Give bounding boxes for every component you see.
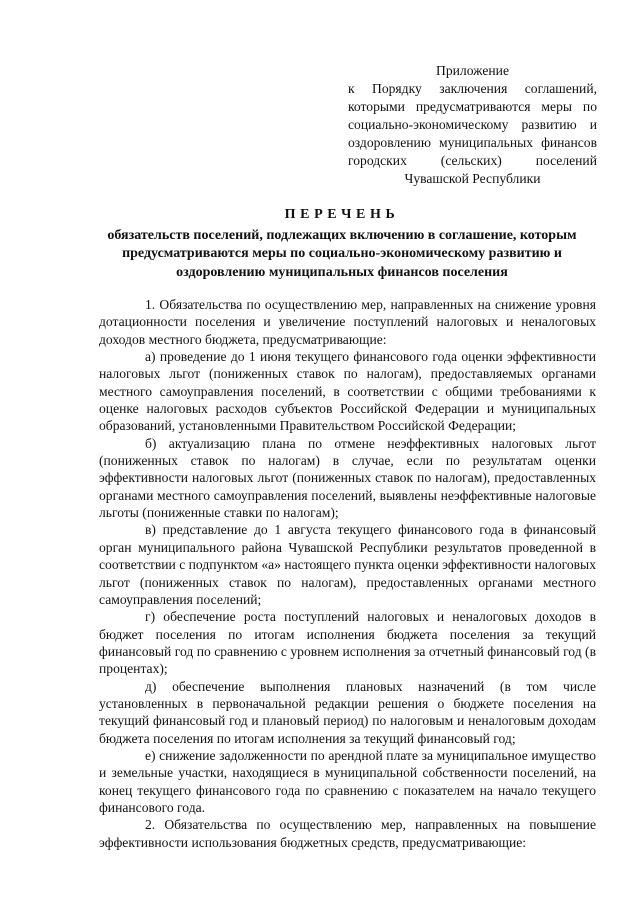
appendix-block [348, 62, 597, 188]
paragraph-1g: г) обеспечение роста поступлений налоговых и неналоговых доходов в бюджет поселения по итогам исполнения бюджета поселения за текущий финансовый год по сравнению с уровнем исполнения за отчетный финансовый год (в процентах); [99, 609, 596, 677]
paragraph-1e: е) снижение задолженности по арендной плате за муниципальное имущество и земельные участки, находящиеся в муниципальной собственности поселений, на конец текущего финансового года по сравнению с показателем на начало текущего финансового года. [99, 747, 596, 815]
heading-subtitle: обязательств поселений, подлежащих включению в соглашение, которым предусматриваются меры по социально-экономическому развитию и оздоровлению муниципальных финансов поселения [107, 227, 577, 280]
paragraph-1a: а) проведение до 1 июня текущего финансового года оценки эффективности налоговых льгот (пониженных ставок по налогам), предоставляемых органами местного самоуправления поселений, в соответствии с общими требованиями к оценке налоговых расходов субъектов Российской Федерации и муниципальных образований, установленными Правительством Российской Федерации; [99, 349, 596, 434]
appendix-title: Приложение [436, 63, 509, 78]
document-heading [92, 206, 592, 282]
paragraph-2: 2. Обязательства по осуществлению мер, направленных на повышение эффективности использования бюджетных средств, предусматривающие: [99, 817, 596, 850]
paragraph-1: 1. Обязательства по осуществлению мер, направленных на снижение уровня дотационности поселения и увеличение поступлений налоговых и неналоговых доходов местного бюджета, предусматривающие: [99, 297, 596, 347]
paragraph-1d: д) обеспечение выполнения плановых назначений (в том числе установленных в первоначальной редакции решения о бюджете поселения на текущий финансовый год и плановый период) по налоговым и неналоговым доходам бюджета поселения по итогам исполнения за текущий финансовый год; [99, 678, 596, 746]
paragraph-1b: б) актуализацию плана по отмене неэффективных налоговых льгот (пониженных ставок по налогам) в случае, если по результатам оценки эффективности налоговых льгот (пониженных ставок по налогам), предоставленных органами местного самоуправления поселений, выявлены неэффективные налоговые льготы (пониженные ставки по налогам); [99, 435, 596, 521]
document-body [99, 296, 596, 851]
appendix-text: к Порядку заключения соглашений, которыми предусматриваются меры по социально-экономическому развитию и оздоровлению муниципальных финансов городских (сельских) поселений Чувашской Республики [348, 81, 597, 186]
heading-title: ПЕРЕЧЕНЬ [284, 207, 400, 222]
paragraph-1v: в) представление до 1 августа текущего финансового года в финансовый орган муниципального района Чувашской Республики результатов проведенной в соответствии с подпунктом «а» настоящего пункта оценки эффективности налоговых льгот (пониженных ставок по налогам), предоставленных органами местного самоуправления поселений; [99, 522, 596, 607]
